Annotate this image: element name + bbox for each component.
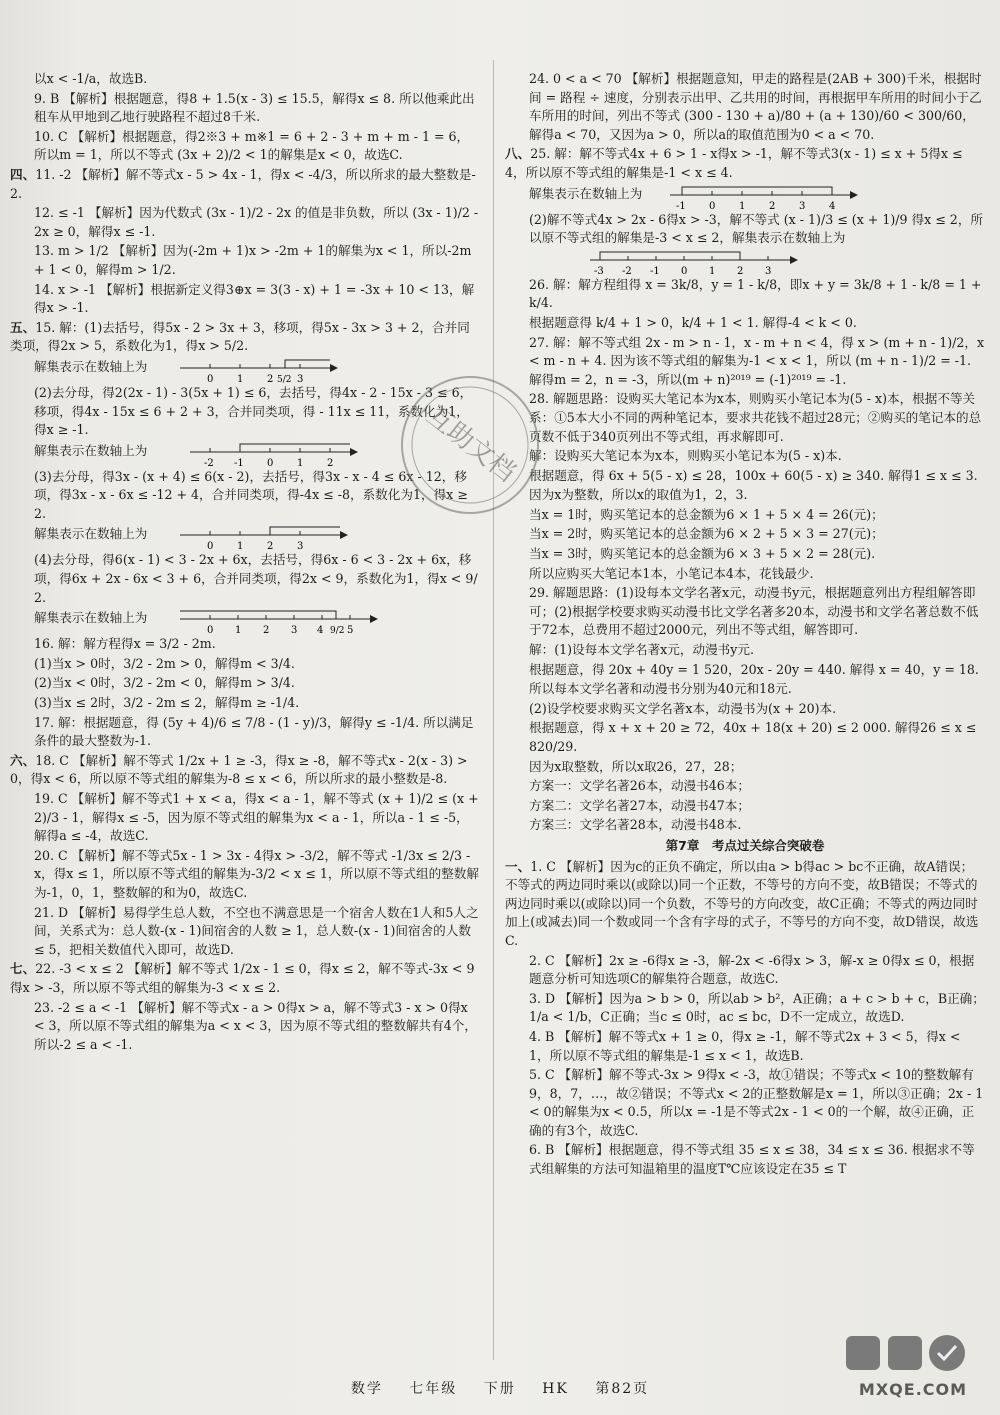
- answer-28-system: 根据题意，得 6x + 5(5 - x) ≤ 28，100x + 60(5 - x) ≥ 340. 解得1 ≤ x ≤ 3.: [529, 467, 978, 483]
- answer-28-idea: 28. 解题思路：设购买大笔记本为x本，则购买小笔记本为(5 - x)本，根据不等关系：①5本大小不同的两种笔记本，要求共花钱不超过28元；②购买的笔记本的总页数不低于340页列出不等式组，再求解即可.: [529, 391, 982, 444]
- number-line-4: [10, 609, 480, 637]
- tick-label: 0: [207, 541, 214, 553]
- tick-label: 1: [237, 541, 244, 553]
- tick-label: 0: [709, 200, 716, 212]
- number-line-2: [10, 442, 480, 469]
- answer-15-part4: (4)去分母，得6(x - 1) < 3 - 2x + 6x，去括号，得6x - 6 < 3 - 2x + 6x，移项，得6x + 2x - 6x < 3 + 6，合并同类项，得2x < 9，系数化为1，得x < 9/2.: [34, 552, 478, 605]
- answer-10: 10. C 【解析】根据题意，得2※3 + m※1 = 6 + 2 - 3 + m + m - 1 = 6，所以m = 1，所以不等式 (3x + 2)/2 < 1的解集是x < 0，故选C.: [34, 128, 470, 163]
- answer-29-plan1: 方案一：文学名著26本，动漫书46本；: [529, 778, 750, 794]
- answer-29-setup: 解：(1)设每本文学名著x元，动漫书y元.: [529, 642, 754, 658]
- section-seven: 七、: [10, 961, 36, 977]
- number-line-label: 解集表示在数轴上为: [34, 358, 148, 374]
- number-line-5: [505, 185, 985, 212]
- answer-26-condition: 根据题意得 k/4 + 1 > 0，k/4 + 1 < 1. 解得-4 < k < 0.: [529, 314, 857, 330]
- footer-edition: HK: [542, 1381, 569, 1397]
- tick-label: 5: [347, 625, 354, 637]
- number-line-6: [505, 250, 985, 277]
- tick-label: 3: [297, 541, 304, 553]
- tick-label: 0: [207, 625, 214, 637]
- tick-label: 4: [829, 200, 836, 212]
- answer-27: 27. 解：解不等式组 2x - m > n - 1，x - m + n < 4，得 x > (m + n - 1)/2，x < m - n + 4. 因为该不等式组的解集为-1 < x < 1，所以 (m + n - 1)/2 = -1. 解得m = 2，n = -3，所以(m + n)²⁰¹⁹ = (-1)²⁰¹⁹ = -1.: [529, 334, 985, 387]
- number-line-label: 解集表示在数轴上为: [529, 185, 643, 201]
- footer-volume: 下册: [483, 1381, 516, 1397]
- answer-29-part2: (2)设学校要求购买文学名著x本，动漫书为(x + 20)本.: [529, 700, 837, 716]
- section-one: 一、: [505, 858, 531, 874]
- answer-16-case1: (1)当x > 0时，3/2 - 2m > 0，解得m < 3/4.: [34, 655, 295, 671]
- answer-8-tail: 以x < -1/a，故选B.: [34, 71, 148, 86]
- answer-15-part2: (2)去分母，得2(2x - 1) - 3(5x + 1) ≤ 6，去括号，得4x - 2 - 15x - 3 ≤ 6，移项，得4x - 15x ≤ 6 + 2 + 3，合并同类项，得 - 11x ≤ 11，系数化为1，得x ≥ -1.: [34, 384, 473, 438]
- tick-label: 2: [267, 373, 274, 385]
- chapter-answer-5: 5. C 【解析】解不等式-3x > 9得x < -3，故①错误；不等式x < 10的整数解有9，8，7，…，故②错误；不等式x < 2的正整数解是x = 1，所以③正确；2x - 1 < 0的解集为x < 0.5，所以x = -1是不等式2x - 1 < 0的一个解，故④正确，正确的有3个，故选C.: [529, 1067, 984, 1138]
- answer-16-case3: (3)当x ≤ 2时，3/2 - 2m ≤ 2，解得m ≥ -1/4.: [34, 695, 300, 711]
- answer-13: 13. m > 1/2 【解析】因为(-2m + 1)x > -2m + 1的解集为x < 1，所以-2m + 1 < 0，解得m > 1/2.: [34, 243, 472, 277]
- number-line-label: 解集表示在数轴上为: [34, 610, 148, 626]
- tick-label: 3: [799, 200, 806, 212]
- chapter-answer-2: 2. C 【解析】2x ≥ -6得x ≥ -3，解-2x < -6得x > 3，解-x ≥ 0得x ≤ 0，根据题意分析可知选项C的解集符合题意，故选C.: [529, 952, 975, 987]
- number-line-label: 解集表示在数轴上为: [34, 526, 148, 542]
- tick-label: -3: [594, 265, 604, 277]
- answer-24: 24. 0 < a < 70 【解析】根据题意知，甲走的路程是(2AB + 300)千米，根据时间 = 路程 ÷ 速度，分别表示出甲、乙共用的时间，再根据甲车所用的时间小于乙车所用的时间，列出不等式 (300 - 130 + a)/80 + (a + 130)/60 < 300/60，解得a < 70，又因为a > 0，所以a的取值范围为0 < a < 70.: [529, 71, 982, 142]
- number-line-1: [10, 358, 480, 385]
- answer-23: 23. -2 ≤ a < -1 【解析】解不等式x - a > 0得x > a，解不等式3 - x > 0得x < 3，所以原不等式组的解集为a < x < 3，因为原不等式组的整数解共有4个，所以-2 ≤ a < -1.: [34, 999, 477, 1052]
- answer-15-part1: 15. 解：(1)去括号，得5x - 2 > 3x + 3，移项，得5x - 3x > 3 + 2，合并同类项，得2x > 5，系数化为1，得x > 5/2.: [10, 319, 470, 354]
- footer-page: 第82页: [595, 1381, 650, 1397]
- tick-label: 3: [297, 373, 304, 385]
- section-five: 五、: [10, 319, 36, 335]
- answer-16-case2: (2)当x < 0时，3/2 - 2m < 0，解得m > 3/4.: [34, 675, 295, 691]
- answer-25-part1: 25. 解：解不等式4x + 6 > 1 - x得x > -1，解不等式3(x - 1) ≤ x + 5得x ≤ 4，所以原不等式组的解集是-1 < x ≤ 4.: [505, 146, 963, 180]
- answer-28-setup: 解：设购买大笔记本为x本，则购买小笔记本为(5 - x)本.: [529, 448, 842, 464]
- brand-logo: [838, 1330, 988, 1410]
- tick-label: 9/2: [330, 626, 345, 637]
- answer-17: 17. 解：根据题意，得 (5y + 4)/6 ≤ 7/8 - (1 - y)/3，解得y ≤ -1/4. 所以满足条件的最大整数为-1.: [34, 714, 474, 749]
- section-eight: 八、: [505, 146, 531, 162]
- tick-label: -2: [204, 457, 214, 469]
- tick-label: 1: [709, 265, 716, 277]
- answer-29-integers: 因为x取整数，所以x取26，27，28；: [529, 758, 743, 774]
- tick-label: -2: [622, 265, 632, 277]
- answer-22: 22. -3 < x ≤ 2 【解析】解不等式 1/2x - 1 ≤ 0，得x ≤ 2，解不等式-3x < 9得x > -3，所以原不等式组的解集为-3 < x ≤ 2.: [10, 961, 475, 995]
- right-column: [505, 70, 985, 1180]
- answer-29-system: 根据题意，得 20x + 40y = 1 520，20x - 20y = 440. 解得 x = 40，y = 18.: [529, 661, 979, 677]
- tick-label: 5/2: [277, 374, 292, 385]
- answer-28-case1: 当x = 1时，购买笔记本的总金额为6 × 1 + 5 × 4 = 26(元)；: [529, 506, 884, 522]
- answer-28-case3: 当x = 3时，购买笔记本的总金额为6 × 3 + 5 × 2 = 28(元).: [529, 546, 876, 562]
- tick-label: 1: [297, 457, 304, 469]
- tick-label: 2: [769, 200, 776, 212]
- watermark-text: 互助文档: [420, 400, 521, 489]
- tick-label: -1: [234, 457, 244, 469]
- answer-25-part2: (2)解不等式4x > 2x - 6得x > -3，解不等式 (x - 1)/3 ≤ (x + 1)/9 得x ≤ 2，所以原不等式组的解集是-3 < x ≤ 2，解集表示在数轴上为: [529, 211, 984, 246]
- chapter-answer-4: 4. B 【解析】解不等式x + 1 ≥ 0，得x ≥ -1，解不等式2x + 3 < 5，得x < 1，所以原不等式组的解集是-1 ≤ x < 1，故选B.: [529, 1028, 961, 1063]
- answer-11: 11. -2 【解析】解不等式x - 5 > 4x - 1，得x < -4/3，所以所求的最大整数是-2.: [10, 166, 476, 201]
- answer-19: 19. C 【解析】解不等式1 + x < a，得x < a - 1，解不等式 (x + 1)/2 ≤ (x + 2)/3 - 1，解得x ≤ -5，因为原不等式组的解集为x < a - 1，所以a - 1 ≤ -5，解得a ≤ -4，故选C.: [34, 791, 479, 844]
- tick-label: 0: [267, 457, 274, 469]
- number-line-label: 解集表示在数轴上为: [34, 442, 148, 458]
- tick-label: 2: [263, 625, 270, 637]
- number-line-3: [10, 525, 480, 553]
- answer-15-part3: (3)去分母，得3x - (x + 4) ≤ 6(x - 2)，去括号，得3x - x - 4 ≤ 6x - 12，移项，得3x - x - 6x ≤ -12 + 4，合并同类项，得-4x ≤ -8，系数化为1，得x ≥ 2.: [34, 468, 468, 521]
- answer-29-result: 所以每本文学名著和动漫书分别为40元和18元.: [529, 681, 792, 697]
- tick-label: 2: [327, 457, 334, 469]
- section-six: 六、: [10, 752, 36, 768]
- brand-icon: [838, 1330, 988, 1380]
- answer-14: 14. x > -1 【解析】根据新定义得3⊕x = 3(3 - x) + 1 = -3x + 10 < 13，解得x > -1.: [34, 281, 475, 316]
- tick-label: 1: [235, 625, 242, 637]
- answer-20: 20. C 【解析】解不等式5x - 1 > 3x - 4得x > -3/2，解不等式 -1/3x ≤ 2/3 - x，得x ≤ 1，所以原不等式组的解集为-3/2 < x ≤ 1，所以原不等式组的整数解为-1，0，1，整数解的和为0，故选C.: [34, 847, 479, 900]
- answer-28-integers: 因为x为整数，所以x的取值为1，2，3.: [529, 487, 748, 503]
- tick-label: -1: [650, 265, 660, 277]
- chapter-answer-3: 3. D 【解析】因为a > b > 0，所以ab > b²，A正确；a + c > b + c，B正确；1/a < 1/b，C正确；当c ≤ 0时，ac ≤ bc，D不一定成立，故选D.: [529, 990, 985, 1025]
- section-four: 四、: [10, 166, 36, 182]
- answer-9: 9. B 【解析】根据题意，得8 + 1.5(x - 3) ≤ 15.5，解得x ≤ 8. 所以他乘此出租车从甲地到乙地行驶路程不超过8千米.: [34, 90, 475, 125]
- answer-29-idea: 29. 解题思路：(1)设每本文学名著x元，动漫书y元，根据题意列出方程组解答即可；(2)根据学校要求购买动漫书比文学名著多20本，动漫书和文学名著总数不低于72本，总费用不超过2000元，列出不等式组，解答即可.: [529, 585, 979, 638]
- answer-21: 21. D 【解析】易得学生总人数，不空也不满意思是一个宿舍人数在1人和5人之间，关系式为：总人数-(x - 1)间宿舍的人数 ≥ 1，总人数-(x - 1)间宿舍的人数 ≤ 5，把相关数值代入即可，故选D.: [34, 904, 479, 957]
- tick-label: 1: [739, 200, 746, 212]
- tick-label: 2: [267, 541, 274, 553]
- answer-28-conclusion: 所以应购买大笔记本1本，小笔记本4本，花钱最少.: [529, 565, 814, 581]
- answer-29-inequality: 根据题意，得 x + x + 20 ≥ 72，40x + 18(x + 20) ≤ 2 000. 解得26 ≤ x ≤ 820/29.: [529, 720, 977, 754]
- tick-label: 1: [237, 373, 244, 385]
- footer-subject: 数学: [350, 1381, 383, 1397]
- answer-28-case2: 当x = 2时，购买笔记本的总金额为6 × 2 + 5 × 3 = 27(元)；: [529, 526, 884, 542]
- answer-29-plan2: 方案二：文学名著27本，动漫书47本；: [529, 797, 750, 813]
- tick-label: 4: [317, 625, 324, 637]
- chapter-answer-6: 6. B 【解析】根据题意，得不等式组 35 ≤ x ≤ 38，34 ≤ x ≤ 36. 根据求不等式组解集的方法可知温箱里的温度T℃应该设定在35 ≤ T: [529, 1142, 975, 1177]
- footer-grade: 七年级: [409, 1381, 458, 1397]
- tick-label: -1: [676, 200, 686, 212]
- answer-16: 16. 解：解方程得x = 3/2 - 2m.: [34, 636, 216, 652]
- tick-label: 3: [765, 265, 772, 277]
- answer-29-plan3: 方案三：文学名著28本，动漫书48本.: [529, 817, 742, 833]
- brand-name: MXQE.COM: [858, 1380, 968, 1399]
- tick-label: 2: [737, 265, 744, 277]
- left-column: [10, 70, 480, 1055]
- answer-12: 12. ≤ -1 【解析】因为代数式 (3x - 1)/2 - 2x 的值是非负数，所以 (3x - 1)/2 - 2x ≥ 0，解得x ≤ -1.: [34, 205, 479, 239]
- tick-label: 3: [291, 625, 298, 637]
- tick-label: 0: [207, 373, 214, 385]
- tick-label: 0: [681, 265, 688, 277]
- chapter-answer-1: 1. C 【解析】因为c的正负不确定，所以由a > b得ac > bc不正确，故A错误；不等式的两边同时乘以(或除以)同一个正数，不等号的方向不变，故B错误；不等式的两边同时乘以(或除以)同一个负数，不等号的方向改变，故C正确；不等式的两边同时加上(或减去)同一个数或同一个含有字母的式子，不等号的方向不变，故D错误，故选C.: [505, 858, 979, 948]
- answer-18: 18. C 【解析】解不等式 1/2x + 1 ≥ -3，得x ≥ -8，解不等式x - 2(x - 3) > 0，得x < 6，所以原不等式组的解集为-8 ≤ x < 6，所以所求的最小整数是-8.: [10, 752, 468, 787]
- chapter-heading: 第7章 考点过关综合突破卷: [665, 837, 825, 853]
- answer-26: 26. 解：解方程组得 x = 3k/8，y = 1 - k/8，即x + y = 3k/8 + 1 - k/8 = 1 + k/4.: [529, 276, 982, 311]
- column-divider: [493, 60, 494, 1360]
